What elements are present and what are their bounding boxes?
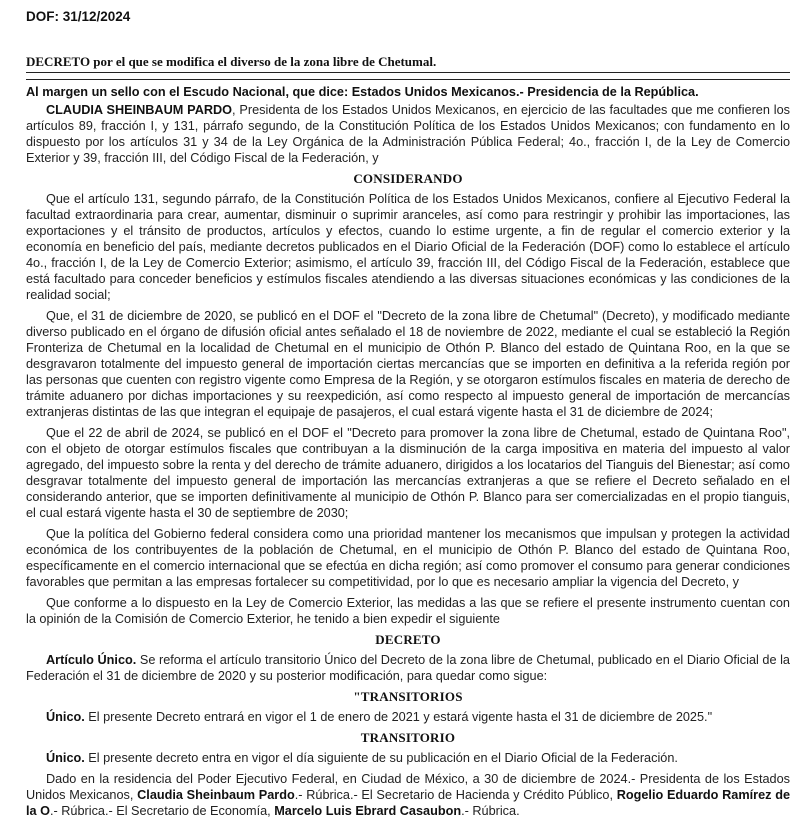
transitorio-heading: TRANSITORIO <box>360 730 456 745</box>
considerando-paragraph: Que la política del Gobierno federal considera como una prioridad mantener los mecanismos que impulsan y protegen la actividad económica de los contribuyentes de la población de Chetumal, en el municipio de Othón P. Blanco del estado de Quintana Roo, específicamente en el comercio internacional que se efectúa en dicha región; así como promover el consumo para generar condiciones favorables que permitan a las empresas fortalecer su competitividad, por lo que es necesario ampliar la vigencia del Decreto, y <box>26 527 790 589</box>
article-paragraph <box>26 652 790 684</box>
signer-name: Rogelio Eduardo Ramírez de la O <box>26 788 791 818</box>
dof-date: DOF: 31/12/2024 <box>26 9 131 24</box>
preamble-paragraph <box>26 102 790 166</box>
considerando-heading: CONSIDERANDO <box>353 171 463 186</box>
signature-text: .- Rúbrica.- El Secretario de Hacienda y Crédito Público, <box>294 788 617 802</box>
transitorio-unico-paragraph <box>26 750 790 766</box>
unico-label: Único. <box>46 751 85 765</box>
unico-text: El presente Decreto entrará en vigor el 1 de enero de 2021 y estará vigente hasta el 31 de diciembre de 2025." <box>84 710 713 724</box>
divider <box>26 72 790 73</box>
considerando-paragraph: Que el artículo 131, segundo párrafo, de la Constitución Política de los Estados Unidos Mexicanos, confiere al Ejecutivo Federal la facultad extraordinaria para crear, aumentar, disminuir o suprimir aranceles, así como para restringir y prohibir las importaciones, las exportaciones y el tránsito de productos, artículos y efectos, cuando lo estime urgente, a fin de regular el comercio exterior y la economía en beneficio del país, mediante decretos publicados en el Diario Oficial de la Federación (DOF) como lo establece el artículo 4o., fracción I, de la Ley de Comercio Exterior; asimismo, el artículo 39, fracción III, del Código Fiscal de la Federación, establece que está facultado para conceder beneficios y estímulos fiscales atendiendo a las diversas situaciones económicas y las condiciones de la realidad social; <box>26 192 790 302</box>
divider <box>26 79 790 80</box>
unico-text: El presente decreto entra en vigor el día siguiente de su publicación en el Diario Oficial de la Federación. <box>84 751 678 765</box>
decree-title: DECRETO por el que se modifica el diverso de la zona libre de Chetumal. <box>26 54 437 69</box>
considerando-paragraph: Que el 22 de abril de 2024, se publicó en el DOF el "Decreto para promover la zona libre de Chetumal, estado de Quintana Roo", con el objeto de otorgar estímulos fiscales que contribuyan a la disminución de la carga impositiva en materia del impuesto al valor agregado, del impuesto sobre la renta y del derecho de trámite aduanero, dirigidos a los locatarios del Tianguis del Bienestar; así como desgravar totalmente del impuesto general de importación las mercancías extranjeras a que se refiere el Decreto señalado en el considerando anterior, que se importen definitivamente al municipio de Othón P. Blanco para ser comercializadas en el propio tianguis, el cual estará vigente hasta el 30 de septiembre de 2030; <box>26 426 790 520</box>
considerando-paragraph: Que, el 31 de diciembre de 2020, se publicó en el DOF el "Decreto de la zona libre de Chetumal" (Decreto), y modificado mediante diverso publicado en el órgano de difusión oficial antes señalado el 18 de noviembre de 2022, mediante el cual se estableció la Región Fronteriza de Chetumal en la localidad de Chetumal en el municipio de Othón P. Blanco del estado de Quintana Roo, en la que se desgravaron totalmente del impuesto general de importación ciertas mercancías que se importen en definitiva a la referida región por las personas que cuenten con registro vigente como Empresa de la Región, y se otorgaron estímulos fiscales en materia de derecho de trámite aduanero por dichas importaciones y su reexpedición, así como respecto al impuesto general de importación de mercancías extranjeras distintas de las que integran el equipaje de pasajeros, el cual estará vigente hasta el 31 de diciembre de 2024; <box>26 309 790 419</box>
signature-paragraph <box>26 771 790 819</box>
considerando-paragraph: Que conforme a lo dispuesto en la Ley de Comercio Exterior, las medidas a las que se refiere el presente instrumento cuentan con la opinión de la Comisión de Comercio Exterior, he tenido a bien expedir el siguiente <box>26 596 790 626</box>
transitorios-unico-paragraph <box>26 709 790 725</box>
signature-text: .- Rúbrica. <box>461 804 520 818</box>
unico-label: Único. <box>46 710 85 724</box>
decree-body <box>26 84 790 824</box>
president-name: CLAUDIA SHEINBAUM PARDO <box>46 103 233 117</box>
signer-name: Marcelo Luis Ebrard Casaubon <box>274 804 462 818</box>
transitorios-heading: "TRANSITORIOS <box>353 689 463 704</box>
signature-text: .- Rúbrica.- El Secretario de Economía, <box>49 804 275 818</box>
escudo-seal-note: Al margen un sello con el Escudo Nacional, que dice: Estados Unidos Mexicanos.- Presidencia de la República. <box>26 85 699 99</box>
decreto-heading: DECRETO <box>375 632 441 647</box>
article-text: Se reforma el artículo transitorio Único del Decreto de la zona libre de Chetumal, publicado en el Diario Oficial de la Federación el 31 de diciembre de 2020 y su posterior modificación, para quedar como sigue: <box>26 653 790 683</box>
signer-name: Claudia Sheinbaum Pardo <box>137 788 295 802</box>
preamble-text: , Presidenta de los Estados Unidos Mexicanos, en ejercicio de las facultades que me confieren los artículos 89, fracción I, y 131, párrafo segundo, de la Constitución Política de los Estados Unidos Mexicanos; con fundamento en lo dispuesto por los artículos 31 y 34 de la Ley Orgánica de la Administración Pública Federal; 4o., fracción I, de la Ley de Comercio Exterior y 39, fracción III, del Código Fiscal de la Federación, y <box>26 103 790 165</box>
article-label: Artículo Único. <box>46 653 137 667</box>
signature-text: Dado en la residencia del Poder Ejecutivo Federal, en Ciudad de México, a 30 de diciembre de 2024.- Presidenta de los Estados Unidos Mexicanos, <box>26 772 790 802</box>
